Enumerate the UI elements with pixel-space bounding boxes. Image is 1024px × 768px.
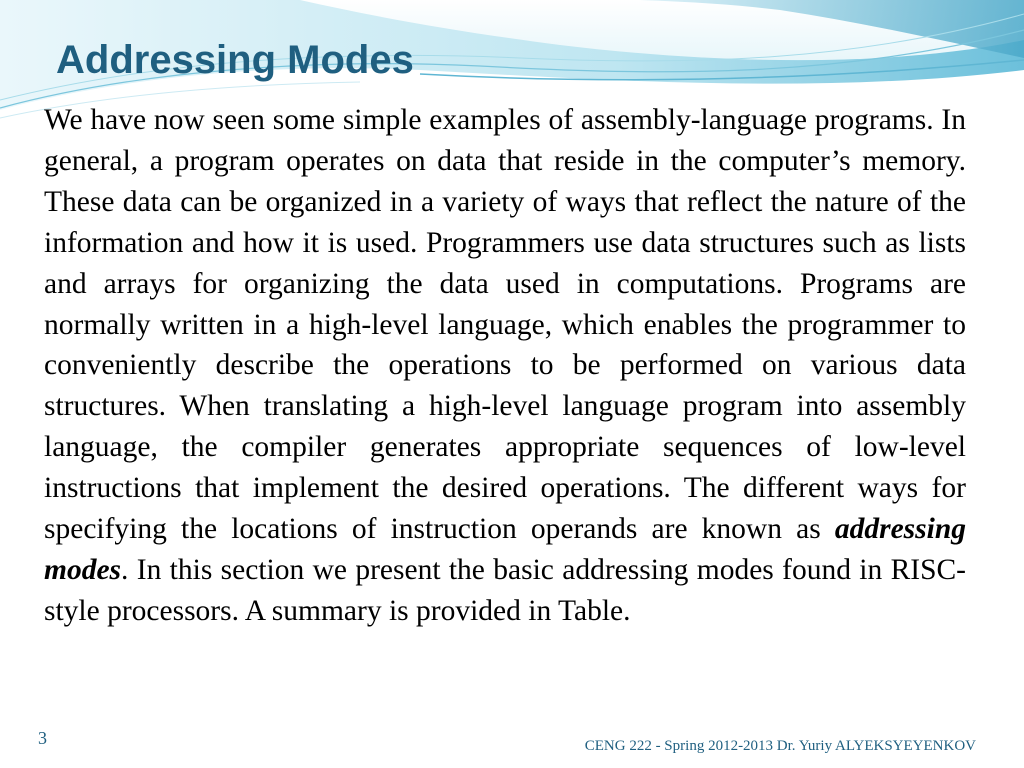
slide-number: 3	[38, 728, 47, 748]
body-text-before: We have now seen some simple examples of assembly-language programs. In general, a program operates on data that reside in the computer’s memory. These data can be organized in a variety of ways that reflect the nature of the information and how it is used. Programmers use data structures such as lists and arrays for organizing the data used in computations. Programs are normally written in a high-level language, which enables the programmer to conveniently describe the operations to be performed on various data structures. When translating a high-level language program into assembly language, the compiler generates appropriate sequences of low-level instructions that implement the desired operations. The different ways for specifying the locations of instruction operands are known as	[44, 104, 966, 546]
slide-title: Addressing Modes	[56, 38, 414, 82]
body-text-emphasis: addressing modes	[44, 513, 966, 586]
body-paragraph	[44, 100, 966, 632]
footer-text: CENG 222 - Spring 2012-2013 Dr. Yuriy ALYEKSYEYENKOV	[584, 738, 976, 754]
body-text-after: . In this section we present the basic addressing modes found in RISC-style processors. A summary is provided in Table.	[44, 553, 966, 627]
